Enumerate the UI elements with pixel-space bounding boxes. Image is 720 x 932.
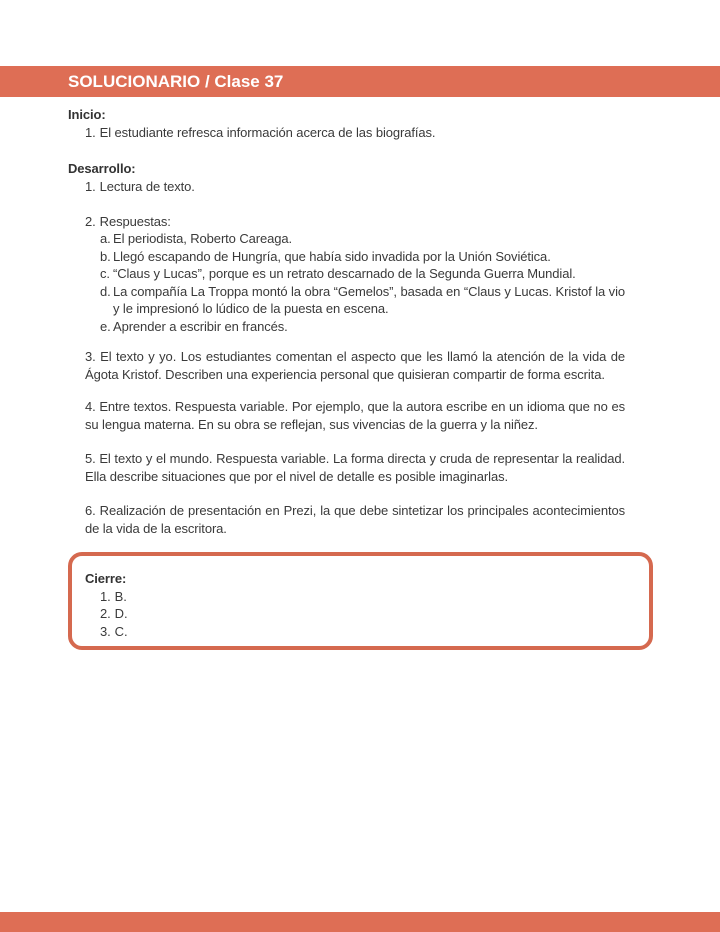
list-item-marker: 1.: [85, 124, 96, 140]
list-item-text: B.: [114, 588, 127, 604]
sub-list-marker: e.: [100, 318, 111, 334]
section-heading-cierre: Cierre:: [85, 571, 127, 586]
list-item: [100, 623, 637, 641]
list-item-marker: 1.: [85, 178, 96, 194]
sub-list-text: El periodista, Roberto Careaga.: [113, 231, 293, 246]
sub-list-text: Llegó escapando de Hungría, que había sido invadida por la Unión Soviética.: [113, 248, 551, 264]
sub-list-text: “Claus y Lucas”, porque es un retrato descarnado de la Segunda Guerra Mundial.: [113, 266, 576, 281]
sub-list-item: [100, 248, 625, 266]
sub-list-marker: a.: [100, 231, 111, 246]
list-item-text: C.: [114, 623, 128, 639]
list-item: [100, 605, 637, 623]
list-item-marker: 2.: [85, 213, 96, 229]
list-item: [100, 588, 637, 606]
sub-list-text: La compañía La Troppa montó la obra “Gemelos”, basada en “Claus y Lucas. Kristof la vio y le impresionó lo lúdico de la puesta en escena.: [113, 283, 625, 316]
paragraph: 4. Entre textos. Respuesta variable. Por ejemplo, que la autora escribe en un idioma que no es su lengua materna. En su obra se reflejan, sus vivencias de la guerra y la niñez.: [85, 399, 625, 432]
list-item-text: El estudiante refresca información acerca de las biografías.: [99, 124, 436, 140]
paragraph: 3. El texto y yo. Los estudiantes comentan el aspecto que les llamó la atención de la vida de Ágota Kristof. Describen una experiencia personal que quisieran compartir de forma escrita.: [85, 349, 625, 382]
section-heading-inicio: Inicio:: [68, 107, 106, 122]
sub-list-text: Aprender a escribir en francés.: [113, 318, 288, 334]
list-item: [85, 124, 625, 142]
list-item: [85, 178, 625, 196]
footer-bar: [0, 912, 720, 932]
list-item-text: Respuestas:: [99, 213, 171, 229]
list-item-text: Lectura de texto.: [99, 178, 195, 194]
sub-list-marker: d.: [100, 283, 111, 299]
list-item-marker: 3.: [100, 623, 111, 639]
paragraph: 6. Realización de presentación en Prezi, la que debe sintetizar los principales acontecimientos de la vida de la escritora.: [85, 503, 625, 536]
sub-list-marker: b.: [100, 248, 111, 264]
paragraph: 5. El texto y el mundo. Respuesta variable. La forma directa y cruda de representar la realidad. Ella describe situaciones que por el nivel de detalle es posible imaginarlas.: [85, 451, 625, 484]
list-item-marker: 2.: [100, 606, 111, 621]
sub-list-item: [100, 265, 625, 283]
sub-list-marker: c.: [100, 266, 110, 281]
sub-list-item: [100, 230, 625, 248]
page-title: SOLUCIONARIO / Clase 37: [68, 71, 284, 91]
sub-list-item: [100, 318, 625, 336]
document-body: [68, 106, 625, 537]
header-bar: [0, 66, 720, 97]
list-item: [85, 213, 625, 231]
cierre-answer-box: [68, 552, 653, 650]
list-item-text: D.: [114, 606, 128, 621]
list-item-marker: 1.: [100, 588, 111, 604]
section-heading-desarrollo: Desarrollo:: [68, 161, 136, 176]
sub-list-item: [100, 283, 625, 318]
